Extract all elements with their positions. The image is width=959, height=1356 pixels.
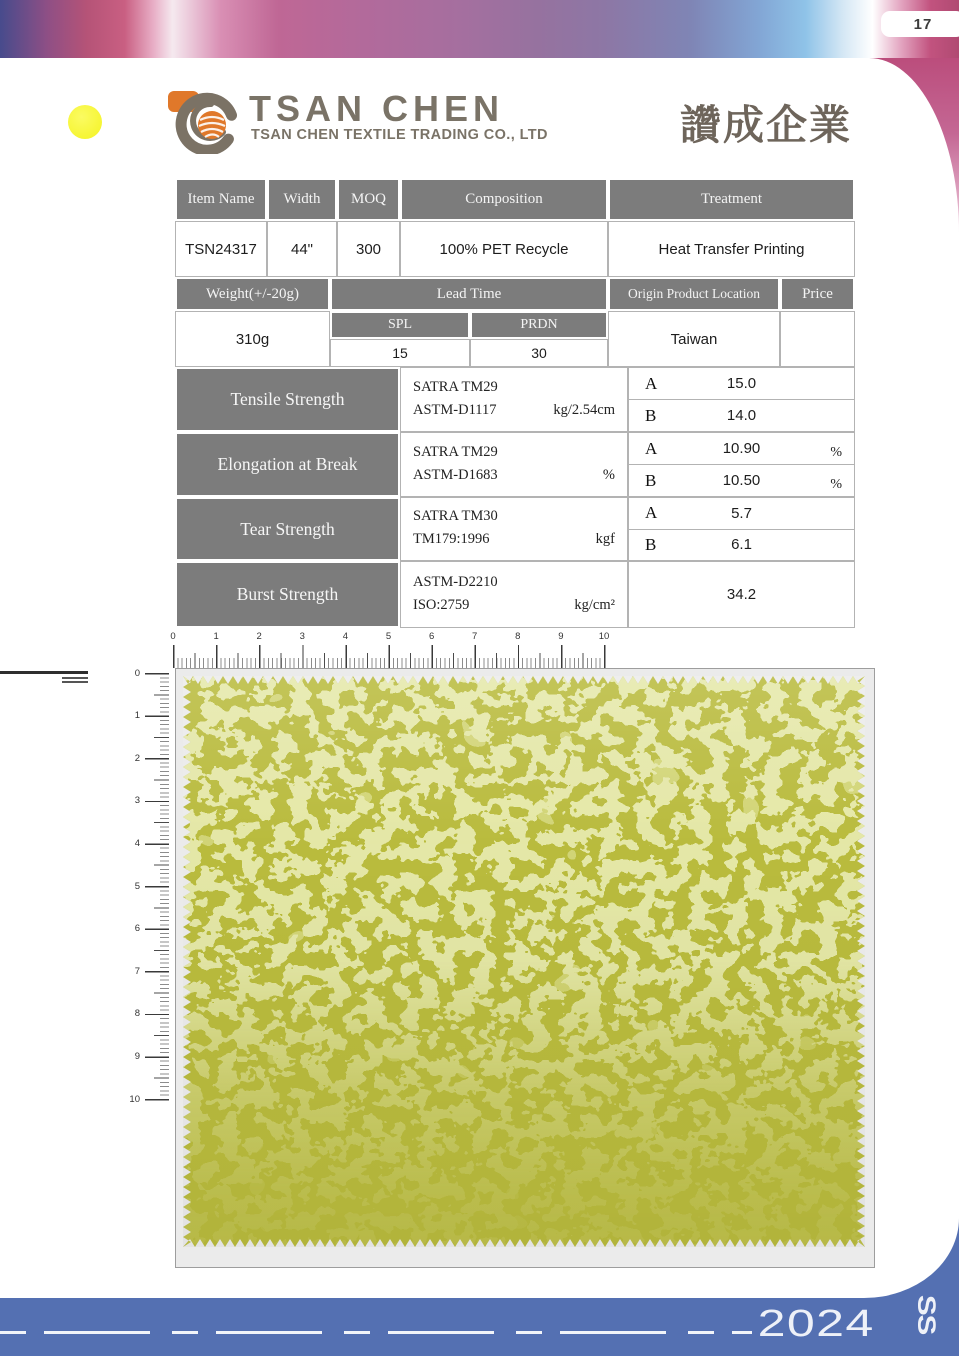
- test-name: Tear Strength: [175, 497, 400, 561]
- brand-name: TSAN CHEN: [249, 88, 505, 129]
- method-line2: ISO:2759: [413, 596, 470, 613]
- col-header-treatment: Treatment: [608, 178, 855, 221]
- price-value: [780, 311, 855, 367]
- test-methods: [400, 561, 628, 628]
- footer-year: 2024: [758, 1303, 875, 1345]
- result-value: 6.1: [731, 536, 752, 554]
- brand-subtitle: TSAN CHEN TEXTILE TRADING CO., LTD: [251, 127, 548, 143]
- company-logo-icon: [167, 82, 239, 159]
- spl-header: SPL: [330, 311, 470, 339]
- test-methods: [400, 367, 628, 432]
- page-number: 17: [913, 15, 933, 33]
- test-row-elongation: [175, 432, 855, 497]
- left-ruler-numbers: [122, 667, 140, 1107]
- item-name-value: TSN24317: [175, 221, 267, 277]
- ruler-number: 5: [385, 631, 392, 642]
- registration-mark: [0, 671, 88, 674]
- ruler-number: 9: [134, 1050, 140, 1062]
- width-value: 44": [267, 221, 337, 277]
- result-row-b: [629, 399, 854, 431]
- col-header-composition: Composition: [400, 178, 608, 221]
- test-results: [628, 432, 855, 497]
- origin-header: Origin Product Location: [608, 277, 780, 311]
- top-ruler: [173, 645, 606, 668]
- col-header-width: Width: [267, 178, 337, 221]
- method-line2: ASTM-D1117: [413, 401, 497, 418]
- ruler-number: 0: [170, 631, 176, 642]
- method-line1: SATRA TM29: [413, 443, 498, 460]
- top-ruler-numbers: [170, 631, 613, 643]
- composition-value: 100% PET Recycle: [400, 221, 608, 277]
- moq-value: 300: [337, 221, 400, 277]
- method-line1: SATRA TM30: [413, 508, 498, 524]
- ruler-number: 2: [134, 752, 140, 764]
- table-band-leadtime: [175, 277, 855, 367]
- ruler-number: 5: [134, 880, 140, 892]
- weight-header: Weight(+/-20g): [175, 277, 330, 311]
- test-results: [628, 367, 855, 432]
- result-label: A: [645, 503, 658, 523]
- table-header-row: [175, 178, 855, 221]
- result-row-b: [629, 529, 854, 561]
- price-column: [780, 277, 855, 367]
- price-header: Price: [780, 277, 855, 311]
- result-value: 10.50: [722, 472, 761, 489]
- test-name: Tensile Strength: [175, 367, 400, 432]
- result-suffix: %: [830, 445, 842, 460]
- result-row-a: [629, 368, 854, 399]
- result-suffix: %: [830, 477, 842, 492]
- result-label: B: [645, 470, 657, 490]
- result-row-single: [629, 562, 854, 627]
- left-ruler: [145, 673, 169, 1101]
- ruler-number: 8: [515, 631, 521, 642]
- method-line2: TM179:1996: [413, 531, 490, 547]
- leadtime-column: [330, 277, 608, 367]
- ruler-number: 4: [342, 631, 349, 642]
- footer-dashed-line: [0, 1331, 752, 1334]
- result-value: 10.90: [722, 440, 761, 457]
- weight-column: [175, 277, 330, 367]
- top-gradient-banner: [0, 0, 959, 60]
- ruler-number: 1: [213, 631, 219, 642]
- origin-value: Taiwan: [608, 311, 780, 367]
- ruler-number: 0: [134, 667, 140, 679]
- result-row-a: [629, 498, 854, 529]
- yellow-dot-marker: [68, 105, 102, 139]
- test-results: [628, 561, 855, 628]
- ruler-number: 6: [134, 923, 140, 935]
- result-label: B: [645, 534, 657, 554]
- weight-value: 310g: [175, 311, 330, 367]
- result-value: 5.7: [731, 504, 752, 522]
- result-value: 14.0: [726, 407, 757, 424]
- test-name: Elongation at Break: [175, 432, 400, 497]
- ruler-number: 3: [134, 795, 140, 807]
- col-header-item-name: Item Name: [175, 178, 267, 221]
- test-name: Burst Strength: [175, 561, 400, 628]
- method-line1: ASTM-D2210: [413, 573, 498, 590]
- ruler-number: 9: [558, 631, 564, 642]
- ruler-number: 6: [428, 631, 435, 642]
- result-value: 15.0: [726, 375, 757, 392]
- prdn-value: 30: [470, 339, 608, 367]
- result-row-b: [629, 464, 854, 496]
- fabric-sample: [183, 676, 865, 1247]
- ruler-number: 10: [598, 631, 610, 642]
- leadtime-header: Lead Time: [330, 277, 608, 311]
- brand-chinese-name: 讚成企業: [680, 102, 852, 148]
- registration-mark: [62, 681, 88, 683]
- result-label: B: [645, 405, 657, 425]
- test-row-tear: [175, 497, 855, 561]
- ruler-number: 3: [299, 631, 305, 642]
- result-row-a: [629, 433, 854, 464]
- test-methods: [400, 432, 628, 497]
- method-unit: kg/cm²: [574, 596, 615, 613]
- spec-table: [175, 178, 855, 628]
- method-line1: SATRA TM29: [413, 378, 498, 395]
- ruler-number: 2: [256, 631, 262, 642]
- test-row-burst: [175, 561, 855, 628]
- method-unit: kgf: [595, 531, 615, 547]
- table-data-row: [175, 221, 855, 277]
- page-number-badge: [881, 11, 959, 37]
- ruler-number: 7: [472, 631, 478, 642]
- result-label: A: [645, 373, 658, 393]
- test-results: [628, 497, 855, 561]
- method-unit: kg/2.54cm: [553, 401, 615, 418]
- ruler-number: 7: [134, 965, 140, 977]
- col-header-moq: MOQ: [337, 178, 400, 221]
- ruler-number: 4: [134, 837, 140, 849]
- ruler-number: 1: [134, 710, 140, 722]
- method-unit: %: [602, 466, 615, 483]
- ruler-number: 8: [134, 1008, 140, 1020]
- test-row-tensile: [175, 367, 855, 432]
- test-methods: [400, 497, 628, 561]
- origin-column: [608, 277, 780, 367]
- registration-mark: [62, 677, 88, 679]
- result-label: A: [645, 438, 658, 458]
- footer-season-logo: SS: [911, 1294, 940, 1335]
- ruler-number: 10: [129, 1093, 140, 1105]
- treatment-value: Heat Transfer Printing: [608, 221, 855, 277]
- spl-value: 15: [330, 339, 470, 367]
- prdn-header: PRDN: [470, 311, 608, 339]
- method-line2: ASTM-D1683: [413, 466, 498, 483]
- result-value: 34.2: [726, 586, 757, 603]
